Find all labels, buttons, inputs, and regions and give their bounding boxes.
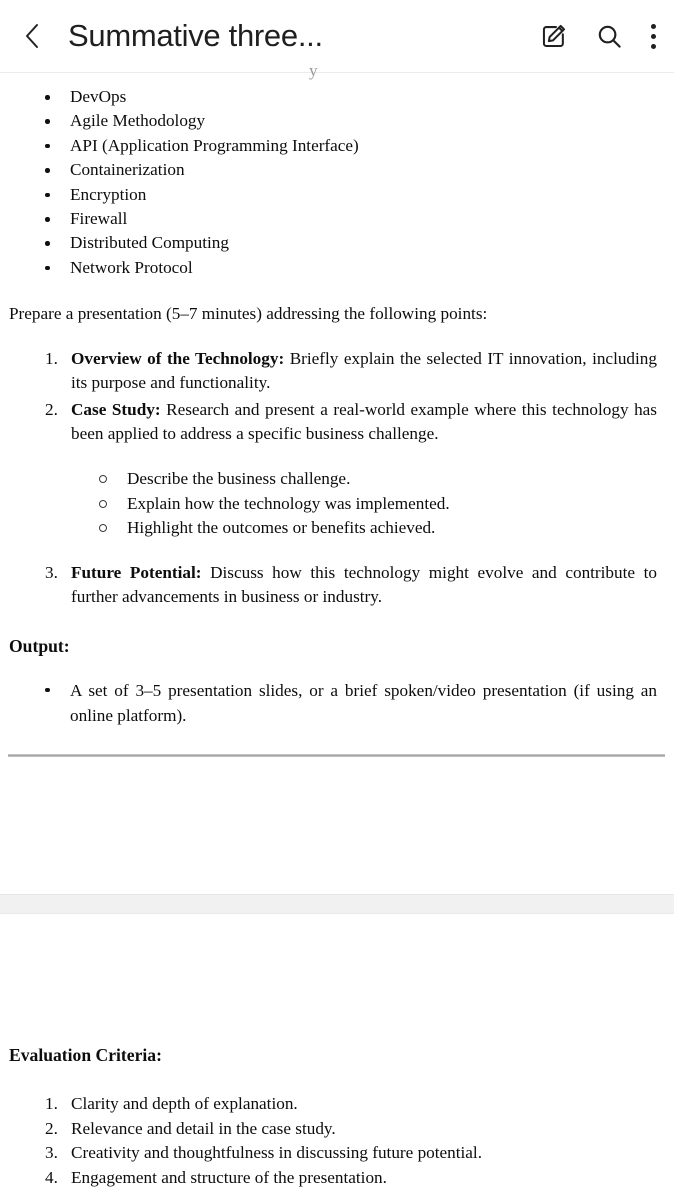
- page-title: Summative three...: [68, 18, 323, 53]
- list-marker: 3.: [45, 562, 58, 582]
- search-icon: [596, 23, 623, 50]
- app-header: [0, 0, 674, 73]
- document-page-two: [0, 914, 674, 1190]
- criteria-text: Relevance and detail in the case study.: [71, 1118, 336, 1138]
- list-marker: 3.: [45, 1143, 58, 1163]
- list-item: Distributed Computing: [9, 231, 665, 255]
- more-options-button[interactable]: [650, 22, 656, 50]
- case-study-subpoints: [9, 467, 665, 541]
- back-chevron-icon: [22, 20, 42, 52]
- edit-button[interactable]: [538, 21, 568, 51]
- point-text: Briefly explain the selected IT innovation, including its purpose and functionality.: [71, 348, 657, 393]
- list-item: API (Application Programming Interface): [9, 134, 665, 158]
- list-item: [9, 1117, 665, 1142]
- list-item: Describe the business challenge.: [9, 467, 665, 492]
- list-item: Firewall: [9, 207, 665, 231]
- more-vertical-icon: [651, 34, 656, 39]
- back-button[interactable]: [22, 16, 56, 56]
- list-item: Containerization: [9, 158, 665, 182]
- more-vertical-icon: [651, 44, 656, 49]
- list-item: A set of 3–5 presentation slides, or a brief spoken/video presentation (if using an online platform).: [9, 679, 665, 728]
- lead-paragraph: Prepare a presentation (5–7 minutes) addressing the following points:: [9, 304, 488, 324]
- list-item: [9, 1141, 665, 1166]
- point-text: Discuss how this technology might evolve and contribute to further advancements in business or industry.: [71, 562, 657, 607]
- clipped-text-fragment: y: [309, 61, 318, 80]
- point-label: Case Study:: [71, 399, 161, 419]
- list-item: Network Protocol: [9, 256, 665, 280]
- list-item: Encryption: [9, 183, 665, 207]
- page-separator: [0, 894, 674, 914]
- clipped-line-above: [9, 61, 665, 85]
- list-item: [9, 398, 665, 447]
- search-button[interactable]: [594, 21, 624, 51]
- evaluation-criteria-list: [9, 1092, 665, 1190]
- list-marker: 2.: [45, 399, 58, 419]
- evaluation-criteria-heading: Evaluation Criteria:: [9, 1045, 162, 1066]
- presentation-points-list: [9, 347, 665, 447]
- output-bullet-list: [9, 679, 665, 728]
- edit-pencil-icon: [540, 23, 567, 50]
- list-item: [9, 561, 665, 610]
- output-heading: Output:: [9, 636, 70, 657]
- list-marker: 4.: [45, 1167, 58, 1187]
- document-page-one: [0, 61, 674, 894]
- document-viewport[interactable]: [0, 61, 674, 1198]
- list-item: [9, 1166, 665, 1191]
- list-marker: 1.: [45, 348, 58, 368]
- list-item: Highlight the outcomes or benefits achieved.: [9, 516, 665, 541]
- list-marker: 1.: [45, 1094, 58, 1114]
- list-item: Explain how the technology was implemented.: [9, 492, 665, 517]
- criteria-text: Creativity and thoughtfulness in discussing future potential.: [71, 1143, 483, 1163]
- list-item: [9, 347, 665, 396]
- page-top-whitespace: [9, 914, 665, 1019]
- point-label: Overview of the Technology:: [71, 348, 285, 368]
- header-actions: [538, 21, 656, 51]
- glossary-bullet-list: [9, 85, 665, 280]
- presentation-point-three: [9, 561, 665, 610]
- list-item: Agile Methodology: [9, 109, 665, 133]
- criteria-text: Clarity and depth of explanation.: [71, 1094, 298, 1114]
- point-text: Research and present a real-world example where this technology has been applied to address a specific business challenge.: [71, 399, 657, 444]
- list-item: DevOps: [9, 85, 665, 109]
- point-label: Future Potential:: [71, 562, 202, 582]
- page-bottom-whitespace: [9, 757, 665, 894]
- list-marker: 2.: [45, 1118, 58, 1138]
- more-vertical-icon: [651, 24, 656, 29]
- criteria-text: Engagement and structure of the presentation.: [71, 1167, 387, 1187]
- list-item: [9, 1092, 665, 1117]
